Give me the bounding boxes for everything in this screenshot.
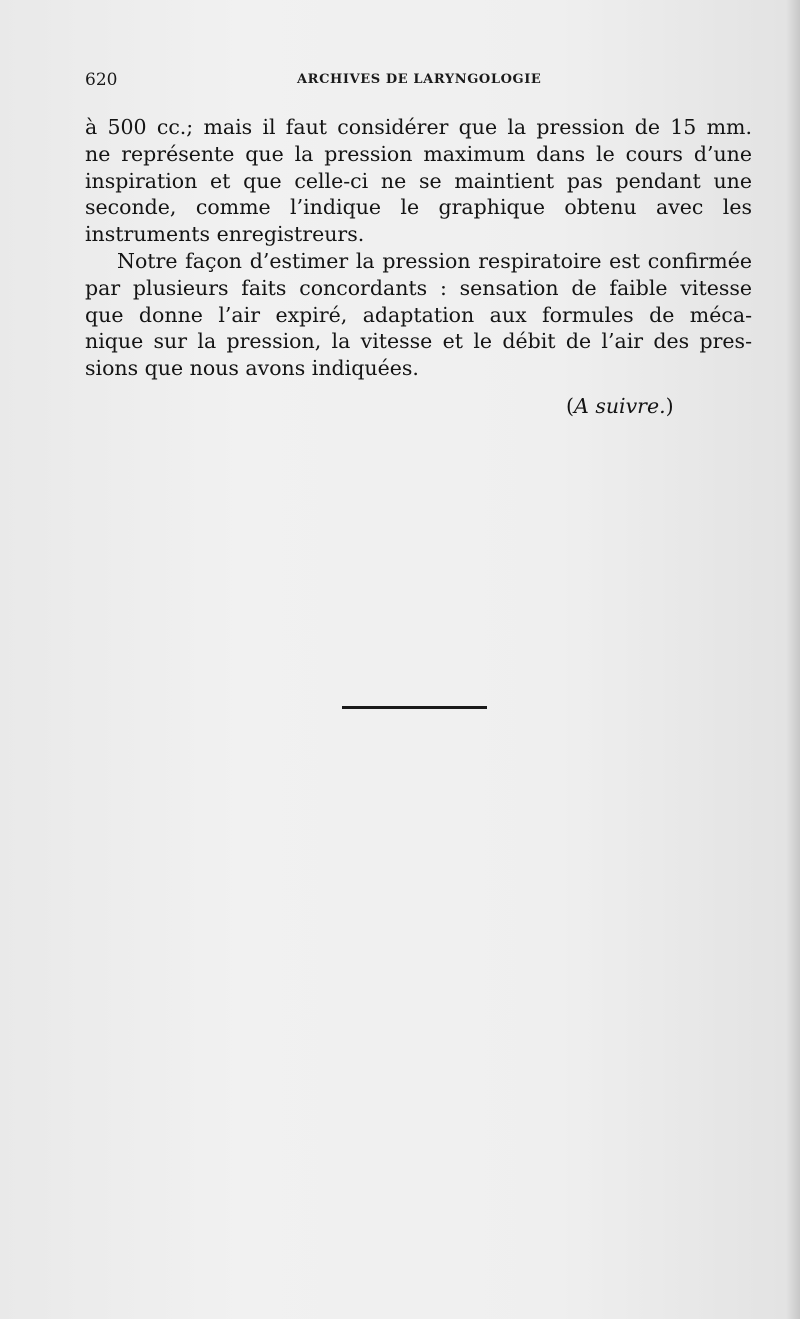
open-paren: ( <box>566 394 574 418</box>
text-line: seconde, comme l’indique le graphique obtenu avec les <box>85 195 752 220</box>
paragraph-2 <box>85 248 752 382</box>
close-paren: ) <box>665 394 674 418</box>
text-line: ne représente que la pression maximum dans le cours d’une <box>85 141 752 166</box>
text-line: inspiration et que celle-ci ne se maintient pas pendant une <box>85 168 752 193</box>
to-be-continued-text: A suivre. <box>574 394 666 418</box>
text-line: sions que nous avons indiquées. <box>85 356 419 381</box>
running-title: ARCHIVES DE LARYNGOLOGIE <box>297 72 542 87</box>
text-line: instruments enregistreurs. <box>85 222 365 247</box>
body-text <box>85 114 752 382</box>
text-line: que donne l’air expiré, adaptation aux formules de méca- <box>85 302 752 327</box>
to-be-continued-note <box>566 394 674 418</box>
text-line: par plusieurs faits concordants : sensation de faible vitesse <box>85 275 752 300</box>
page-edge-shadow <box>786 0 800 1319</box>
page-header <box>85 70 752 94</box>
text-line: nique sur la pression, la vitesse et le débit de l’air des pres- <box>85 329 752 354</box>
text-line: Notre façon d’estimer la pression respiratoire est confirmée <box>117 248 752 273</box>
paragraph-1 <box>85 114 752 248</box>
page-number: 620 <box>85 70 118 90</box>
text-line: à 500 cc.; mais il faut considérer que la pression de 15 mm. <box>85 115 752 139</box>
section-end-rule <box>342 706 487 709</box>
